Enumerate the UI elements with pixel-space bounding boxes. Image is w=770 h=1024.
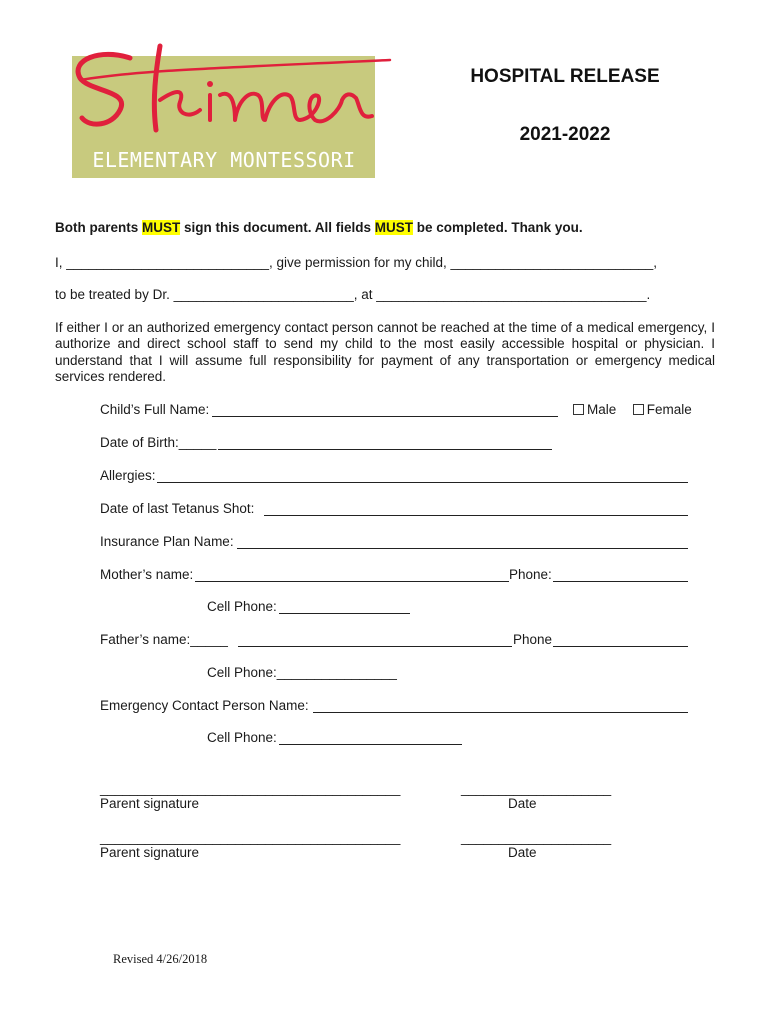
mother-phone-field[interactable] <box>553 581 688 582</box>
mother-cell-field[interactable] <box>279 613 410 614</box>
insurance-label: Insurance Plan Name: <box>100 534 234 549</box>
emergency-contact-field[interactable] <box>313 712 688 713</box>
father-name-field[interactable] <box>238 646 512 647</box>
parent-signature-label-2: Parent signature <box>100 845 200 860</box>
date-line-1[interactable]: ____________________ <box>461 781 612 796</box>
date-label-1: Date <box>508 796 537 811</box>
instructions-part2: sign this document. All fields <box>180 220 375 235</box>
mother-name-field[interactable] <box>195 581 509 582</box>
parent-signature-line-1[interactable]: ________________________________________ <box>100 781 401 796</box>
emergency-cell-field[interactable] <box>279 744 462 745</box>
male-label: Male <box>587 402 617 417</box>
consent-line-2[interactable]: to be treated by Dr. ________________________, at ____________________________________. <box>55 287 651 302</box>
father-cell-field[interactable]: Cell Phone:________________ <box>207 665 397 680</box>
instructions-part1: Both parents <box>55 220 143 235</box>
child-name-label: Child’s Full Name: <box>100 402 210 417</box>
father-name-label: Father’s name:_____ <box>100 632 228 647</box>
dob-field[interactable] <box>218 449 552 450</box>
father-phone-field[interactable] <box>553 646 688 647</box>
allergies-label: Allergies: <box>100 468 156 483</box>
document-title: HOSPITAL RELEASE <box>470 66 660 87</box>
female-checkbox[interactable] <box>633 404 644 415</box>
child-name-field[interactable] <box>212 416 558 417</box>
father-phone-label: Phone <box>513 632 553 647</box>
school-logo-script <box>60 40 400 140</box>
allergies-field[interactable] <box>157 482 688 483</box>
parent-signature-label-1: Parent signature <box>100 796 200 811</box>
must-highlight-2: MUST <box>374 220 414 235</box>
consent-paragraph: If either I or an authorized emergency contact person cannot be reached at the time of a medical emergency, I authorize and direct school staff to send my child to the most easily accessible hospital or physician. I understand that I will assume full responsibility for payment of any transportation or emergency medical services rendered. <box>55 320 715 384</box>
female-label: Female <box>646 402 692 417</box>
dob-label: Date of Birth:_____ <box>100 435 217 450</box>
parent-signature-line-2[interactable]: ________________________________________ <box>100 830 401 845</box>
instructions <box>55 220 583 235</box>
school-year: 2021-2022 <box>519 124 611 145</box>
gender-options <box>573 402 692 417</box>
mother-phone-label: Phone: <box>509 567 552 582</box>
must-highlight-1: MUST <box>142 220 181 235</box>
emergency-cell-label: Cell Phone: <box>207 730 277 745</box>
insurance-field[interactable] <box>237 548 688 549</box>
consent-line-1[interactable]: I, ___________________________, give permission for my child, ___________________________, <box>55 255 657 270</box>
date-label-2: Date <box>508 845 537 860</box>
male-checkbox[interactable] <box>573 404 584 415</box>
logo-subtitle: ELEMENTARY MONTESSORI <box>92 148 356 172</box>
date-line-2[interactable]: ____________________ <box>461 830 612 845</box>
mother-cell-label: Cell Phone: <box>207 599 277 614</box>
tetanus-label: Date of last Tetanus Shot: <box>100 501 255 516</box>
revised-date: Revised 4/26/2018 <box>113 952 208 966</box>
instructions-part3: be completed. Thank you. <box>413 220 583 235</box>
mother-name-label: Mother’s name: <box>100 567 194 582</box>
emergency-contact-label: Emergency Contact Person Name: <box>100 698 309 713</box>
tetanus-field[interactable] <box>264 515 688 516</box>
